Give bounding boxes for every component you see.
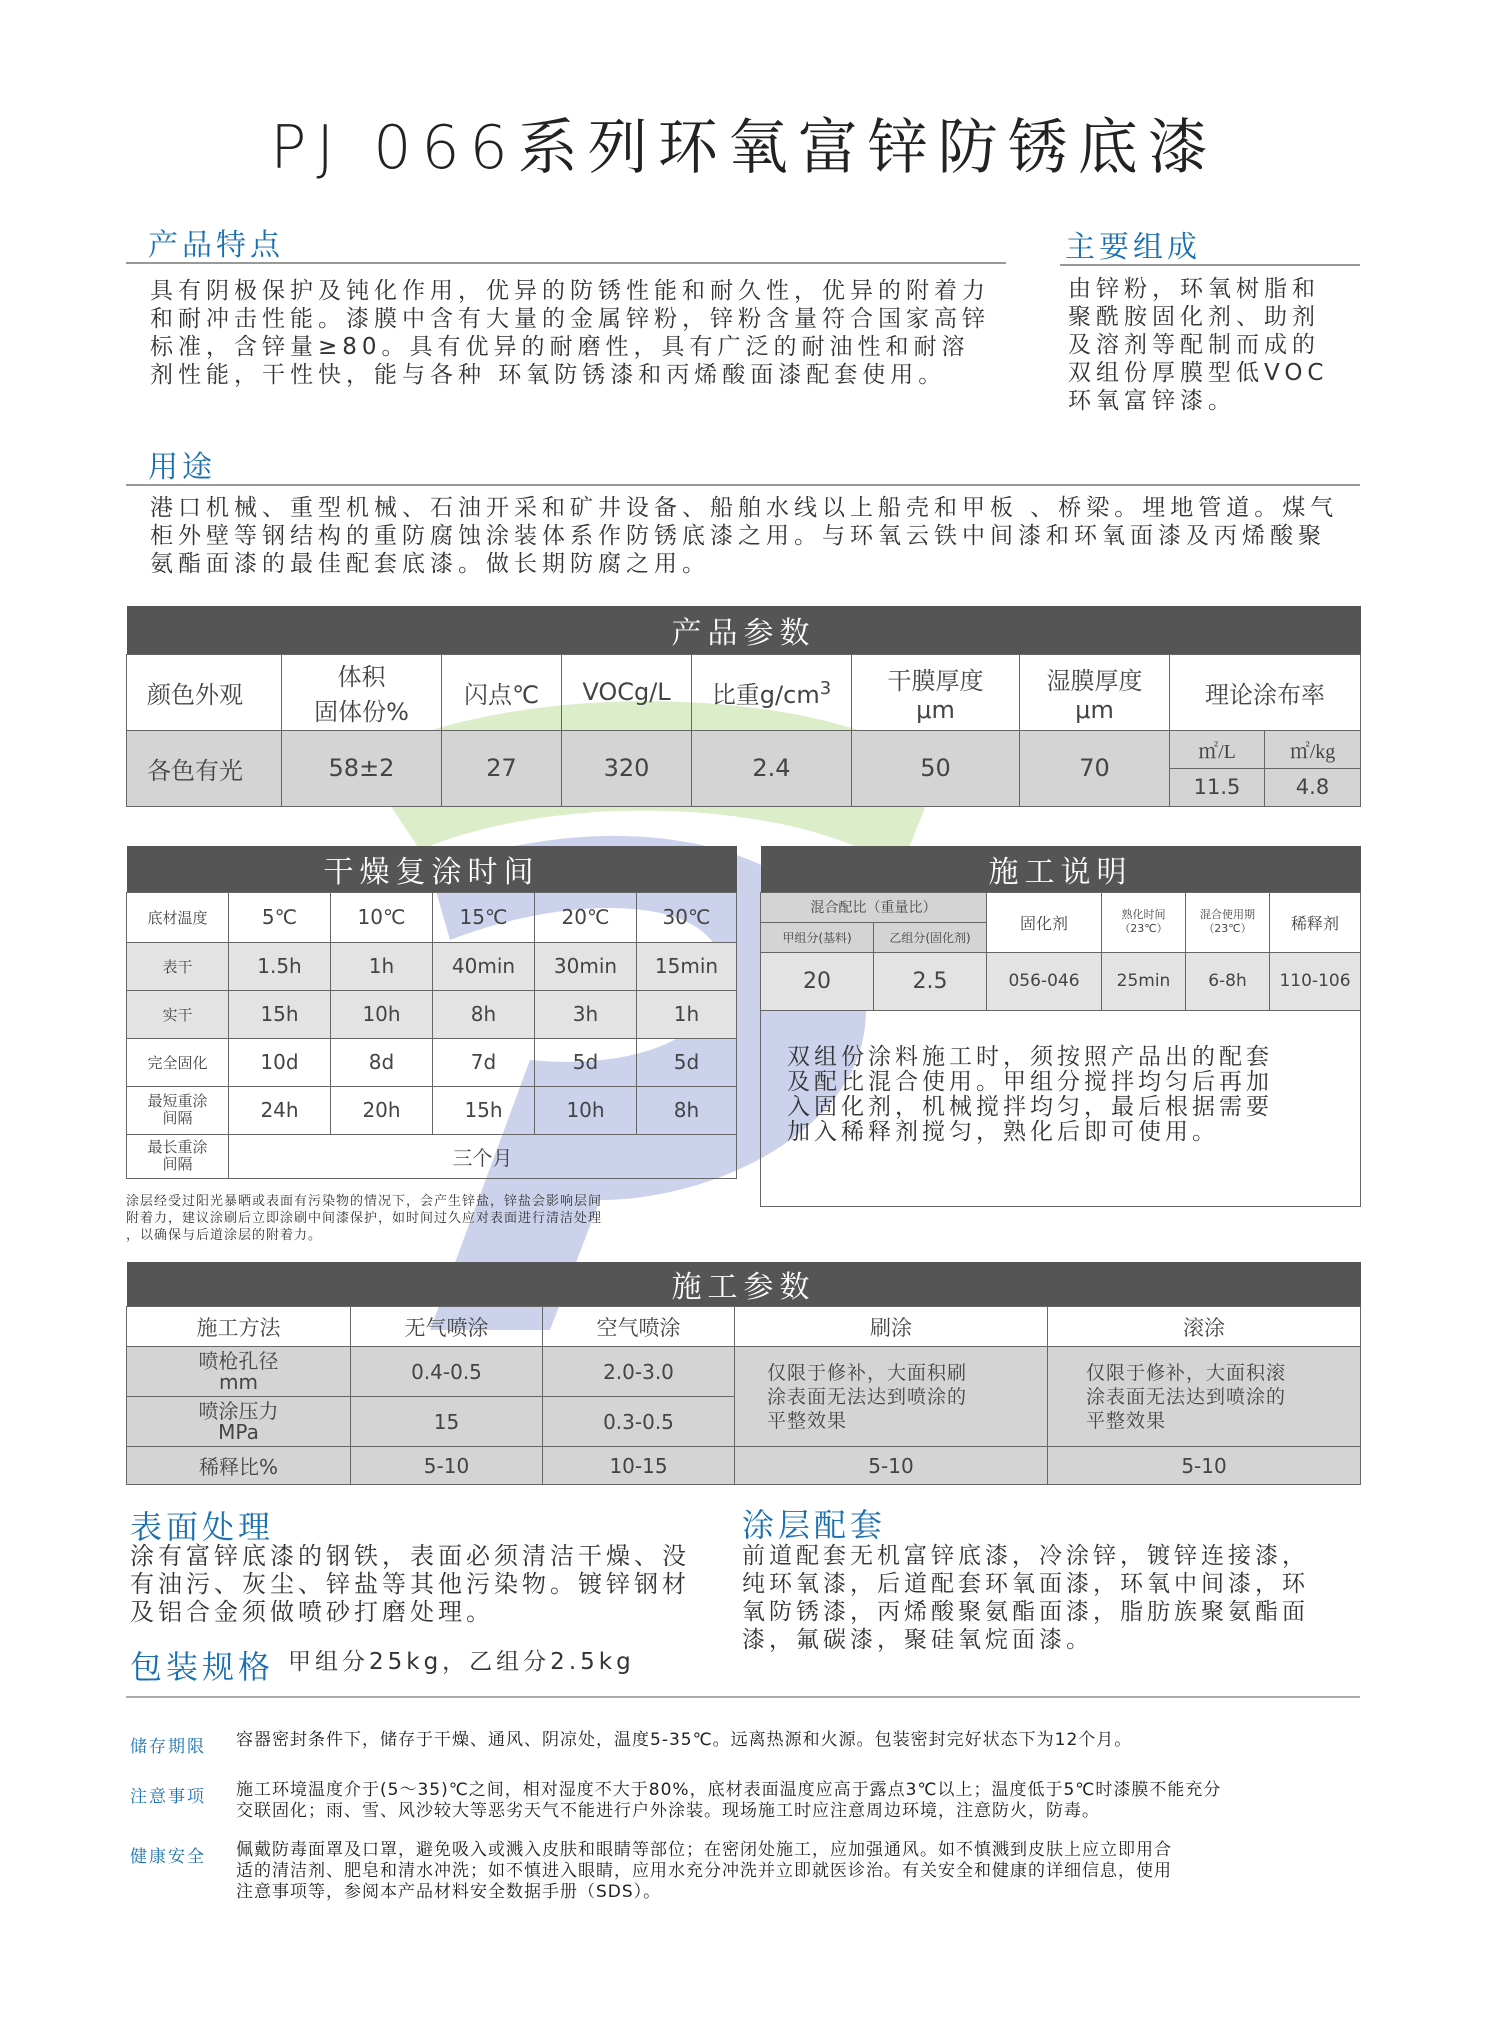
drying-note-line: ，以确保与后道涂层的附着力。 xyxy=(126,1228,323,1243)
drying-note-line: 附着力，建议涂刷后立即涂刷中间漆保护，如时间过久应对表面进行清洁处理 xyxy=(126,1211,603,1226)
drying-row-label-line2: 间隔 xyxy=(162,1109,193,1127)
features-line: 和耐冲击性能。漆膜中含有大量的金属锌粉，锌粉含量符合国家高锌 xyxy=(150,306,990,332)
drying-row xyxy=(127,942,737,990)
application-value-curing: 056-046 xyxy=(987,952,1102,1010)
header-wet xyxy=(1020,654,1170,730)
construction-r3-brush: 5-10 xyxy=(735,1447,1048,1485)
drying-temp: 10℃ xyxy=(331,892,433,942)
drying-temp: 30℃ xyxy=(637,892,737,942)
drying-cell: 3h xyxy=(535,990,637,1038)
surface-heading: 表面处理 xyxy=(130,1508,275,1546)
drying-row-label: 表干 xyxy=(127,942,229,990)
application-table xyxy=(760,846,1361,1207)
construction-r2-label-line2: MPa xyxy=(218,1419,259,1444)
value-solid: 58±2 xyxy=(282,730,442,806)
value-voc: 320 xyxy=(562,730,692,806)
product-params-table xyxy=(126,606,1361,807)
construction-r1-airless: 0.4-0.5 xyxy=(351,1347,543,1397)
application-bar: 施工说明 xyxy=(761,846,1361,892)
construction-r3-air: 10-15 xyxy=(543,1447,735,1485)
drying-cell: 10h xyxy=(535,1086,637,1134)
application-header-curing: 固化剂 xyxy=(987,892,1102,952)
drying-cell: 15h xyxy=(433,1086,535,1134)
drying-temp: 15℃ xyxy=(433,892,535,942)
features-text xyxy=(150,277,990,389)
system-text xyxy=(742,1542,1309,1654)
drying-max-value: 三个月 xyxy=(229,1134,737,1178)
drying-cell: 15h xyxy=(229,990,331,1038)
footer-storage-line: 容器密封条件下，储存于干燥、通风、阴凉处，温度5-35℃。远离热源和火源。包装密封完好状态下为12个月。 xyxy=(236,1730,1133,1750)
usage-line: 港口机械、重型机械、石油开采和矿井设备、船舶水线以上船壳和甲板 、桥梁。埋地管道。煤气 xyxy=(150,495,1339,521)
drying-row-label: 实干 xyxy=(127,990,229,1038)
system-line: 纯环氧漆，后道配套环氧面漆，环氧中间漆，环 xyxy=(742,1571,1309,1597)
application-value-b: 2.5 xyxy=(874,952,987,1010)
drying-max-label-line2: 间隔 xyxy=(162,1155,193,1173)
footer-caution-line: 交联固化；雨、雪、风沙较大等恶劣天气不能进行户外涂装。现场施工时应注意周边环境，注意防火，防毒。 xyxy=(236,1801,1100,1821)
drying-cell: 40min xyxy=(433,942,535,990)
system-line: 漆，氟碳漆，聚硅氧烷面漆。 xyxy=(742,1627,1093,1653)
construction-header-airless: 无气喷涂 xyxy=(351,1307,543,1347)
drying-cell: 20h xyxy=(331,1086,433,1134)
header-density-sup: 3 xyxy=(819,677,832,699)
rate-unit-kg: ㎡/kg xyxy=(1265,730,1361,768)
construction-brush-line: 涂表面无法达到喷涂的 xyxy=(767,1385,968,1408)
construction-r2-label-line1: 喷涂压力 xyxy=(198,1398,279,1423)
application-value-thinner: 110-106 xyxy=(1270,952,1361,1010)
composition-line: 聚酰胺固化剂、助剂 xyxy=(1068,304,1320,330)
footer-caution-label: 注意事项 xyxy=(130,1787,206,1807)
header-solid xyxy=(282,654,442,730)
application-value-ripen: 25min xyxy=(1102,952,1186,1010)
construction-bar: 施工参数 xyxy=(127,1262,1361,1307)
header-wet-line2: μm xyxy=(1075,695,1114,724)
construction-r3-airless: 5-10 xyxy=(351,1447,543,1485)
footer-safety-line: 注意事项等，参阅本产品材料安全数据手册（SDS）。 xyxy=(236,1882,662,1902)
drying-cell: 24h xyxy=(229,1086,331,1134)
drying-row xyxy=(127,1038,737,1086)
composition-text xyxy=(1068,275,1329,415)
application-desc-line: 入固化剂，机械搅拌均匀，最后根据需要 xyxy=(787,1093,1273,1120)
footer-divider xyxy=(126,1696,1360,1698)
rate-unit-l: ㎡/L xyxy=(1170,730,1265,768)
construction-roll-note xyxy=(1048,1347,1361,1447)
value-wet: 70 xyxy=(1020,730,1170,806)
drying-bar: 干燥复涂时间 xyxy=(127,846,737,892)
construction-r1-label xyxy=(127,1347,351,1397)
header-solid-line1: 体积 xyxy=(337,663,386,691)
drying-row-max xyxy=(127,1134,737,1178)
features-divider xyxy=(126,262,1006,264)
drying-cell: 1h xyxy=(637,990,737,1038)
composition-line: 由锌粉，环氧树脂和 xyxy=(1068,276,1320,302)
surface-line: 及铝合金须做喷砂打磨处理。 xyxy=(130,1598,494,1626)
application-header-b: 乙组分(固化剂) xyxy=(874,922,987,952)
application-header-pot xyxy=(1186,892,1270,952)
value-density: 2.4 xyxy=(692,730,852,806)
application-value-a: 20 xyxy=(761,952,874,1010)
drying-cell: 8d xyxy=(331,1038,433,1086)
header-density-text: 比重g/cm xyxy=(711,680,820,709)
composition-line: 及溶剂等配制而成的 xyxy=(1068,332,1320,358)
application-desc-line: 双组份涂料施工时，须按照产品出的配套 xyxy=(787,1043,1273,1070)
construction-roll-line: 涂表面无法达到喷涂的 xyxy=(1086,1385,1287,1408)
surface-line: 有油污、灰尘、锌盐等其他污染物。镀锌钢材 xyxy=(130,1570,690,1598)
drying-cell: 7d xyxy=(433,1038,535,1086)
drying-row-label-line1: 最短重涂 xyxy=(147,1092,208,1110)
composition-line: 双组份厚膜型低VOC xyxy=(1068,360,1329,386)
drying-cell: 1h xyxy=(331,942,433,990)
system-line: 氧防锈漆，丙烯酸聚氨酯面漆，脂肪族聚氨酯面 xyxy=(742,1599,1309,1625)
construction-brush-note xyxy=(735,1347,1048,1447)
construction-r1-label-line1: 喷枪孔径 xyxy=(198,1348,279,1373)
drying-row-label: 完全固化 xyxy=(127,1038,229,1086)
usage-line: 氨酯面漆的最佳配套底漆。做长期防腐之用。 xyxy=(150,551,710,577)
usage-heading: 用途 xyxy=(148,450,216,485)
footer-safety-text xyxy=(236,1840,1361,1903)
drying-temp: 5℃ xyxy=(229,892,331,942)
value-color: 各色有光 xyxy=(127,730,282,806)
application-header-ripen-line1: 熟化时间 xyxy=(1121,908,1166,921)
drying-cell: 1.5h xyxy=(229,942,331,990)
usage-text xyxy=(150,494,1338,578)
construction-r3-label: 稀释比% xyxy=(127,1447,351,1485)
features-line: 具有阴极保护及钝化作用，优异的防锈性能和耐久性，优异的附着力 xyxy=(150,278,990,304)
surface-line: 涂有富锌底漆的钢铁，表面必须清洁干燥、没 xyxy=(130,1542,690,1570)
footer-safety-line: 佩戴防毒面罩及口罩，避免吸入或溅入皮肤和眼睛等部位；在密闭处施工，应加强通风。如不慎溅到皮肤上应立即用合 xyxy=(236,1840,1172,1860)
footer-safety-label: 健康安全 xyxy=(130,1847,206,1867)
surface-text xyxy=(130,1542,690,1626)
drying-cell: 8h xyxy=(637,1086,737,1134)
header-voc: VOCg/L xyxy=(562,654,692,730)
application-desc-line: 加入稀释剂搅匀，熟化后即可使用。 xyxy=(787,1118,1219,1145)
header-rate: 理论涂布率 xyxy=(1170,654,1361,730)
application-header-thinner: 稀释剂 xyxy=(1270,892,1361,952)
header-dry xyxy=(852,654,1020,730)
drying-cell: 8h xyxy=(433,990,535,1038)
footer-storage-text xyxy=(236,1730,1361,1751)
application-header-ripen-line2: （23℃） xyxy=(1119,922,1168,935)
drying-row-label xyxy=(127,1086,229,1134)
application-header-mix: 混合配比（重量比） xyxy=(761,892,987,922)
drying-note xyxy=(126,1193,746,1244)
drying-row xyxy=(127,1086,737,1134)
drying-table xyxy=(126,846,737,1179)
drying-cell: 15min xyxy=(637,942,737,990)
value-dry: 50 xyxy=(852,730,1020,806)
construction-r2-air: 0.3-0.5 xyxy=(543,1397,735,1447)
drying-max-label-line1: 最长重涂 xyxy=(147,1138,208,1156)
application-desc-cell xyxy=(761,1010,1361,1206)
construction-r2-label xyxy=(127,1397,351,1447)
drying-temp: 20℃ xyxy=(535,892,637,942)
footer-caution-text xyxy=(236,1780,1361,1822)
composition-divider xyxy=(1060,264,1360,266)
drying-cell: 10d xyxy=(229,1038,331,1086)
drying-note-line: 涂层经受过阳光暴晒或表面有污染物的情况下，会产生锌盐，锌盐会影响层间 xyxy=(126,1194,603,1209)
construction-r1-air: 2.0-3.0 xyxy=(543,1347,735,1397)
construction-header-brush: 刷涂 xyxy=(735,1307,1048,1347)
value-flash: 27 xyxy=(442,730,562,806)
system-line: 前道配套无机富锌底漆，冷涂锌，镀锌连接漆， xyxy=(742,1543,1309,1569)
construction-roll-line: 仅限于修补，大面积滚 xyxy=(1086,1361,1287,1384)
drying-max-label xyxy=(127,1134,229,1178)
header-wet-line1: 湿膜厚度 xyxy=(1046,666,1143,695)
composition-heading: 主要组成 xyxy=(1065,230,1201,265)
construction-table xyxy=(126,1262,1361,1485)
header-dry-line2: μm xyxy=(916,695,955,724)
drying-cell: 30min xyxy=(535,942,637,990)
header-density xyxy=(692,654,852,730)
usage-divider xyxy=(126,484,1360,486)
product-params-bar: 产品参数 xyxy=(127,606,1361,654)
application-header-ripen xyxy=(1102,892,1186,952)
construction-r3-roll: 5-10 xyxy=(1048,1447,1361,1485)
header-dry-line1: 干膜厚度 xyxy=(887,666,984,695)
system-heading: 涂层配套 xyxy=(742,1506,887,1544)
construction-header-air: 空气喷涂 xyxy=(543,1307,735,1347)
drying-cell: 10h xyxy=(331,990,433,1038)
composition-line: 环氧富锌漆。 xyxy=(1068,388,1236,414)
footer-safety-line: 适的清洁剂、肥皂和清水冲洗；如不慎进入眼睛，应用水充分冲洗并立即就医诊治。有关安全和健康的详细信息，使用 xyxy=(236,1861,1172,1881)
application-desc-line: 及配比混合使用。甲组分搅拌均匀后再加 xyxy=(787,1068,1273,1095)
features-line: 剂性能，干性快，能与各种 环氧防锈漆和丙烯酸面漆配套使用。 xyxy=(150,362,947,388)
construction-brush-line: 平整效果 xyxy=(767,1409,848,1432)
packing-text: 甲组分25kg，乙组分2.5kg xyxy=(288,1649,635,1675)
drying-cell: 5d xyxy=(637,1038,737,1086)
construction-brush-line: 仅限于修补，大面积刷 xyxy=(767,1361,968,1384)
page-title: PJ 066系列环氧富锌防锈底漆 xyxy=(270,113,1218,183)
drying-row xyxy=(127,990,737,1038)
application-header-a: 甲组分(基料) xyxy=(761,922,874,952)
construction-header-method: 施工方法 xyxy=(127,1307,351,1347)
construction-r2-airless: 15 xyxy=(351,1397,543,1447)
drying-cell: 5d xyxy=(535,1038,637,1086)
application-desc xyxy=(787,1045,1360,1145)
features-heading: 产品特点 xyxy=(148,228,284,263)
construction-roll-line: 平整效果 xyxy=(1086,1409,1167,1432)
footer-caution-line: 施工环境温度介于(5～35)℃之间，相对湿度不大于80%，底材表面温度应高于露点3℃以上；温度低于5℃时漆膜不能充分 xyxy=(236,1780,1222,1800)
construction-r1-label-line2: mm xyxy=(219,1369,258,1394)
application-header-pot-line1: 混合使用期 xyxy=(1200,908,1255,921)
rate-value-l: 11.5 xyxy=(1170,768,1265,806)
header-solid-line2: 固体份% xyxy=(314,698,409,726)
construction-header-roll: 滚涂 xyxy=(1048,1307,1361,1347)
application-header-pot-line2: （23℃） xyxy=(1203,922,1252,935)
drying-header-temp: 底材温度 xyxy=(127,892,229,942)
features-line: 标准，含锌量≥80。具有优异的耐磨性，具有广泛的耐油性和耐溶 xyxy=(150,334,970,360)
header-flash: 闪点℃ xyxy=(442,654,562,730)
footer-storage-label: 储存期限 xyxy=(130,1737,206,1757)
packing-heading: 包装规格 xyxy=(130,1648,275,1686)
usage-line: 柜外壁等钢结构的重防腐蚀涂装体系作防锈底漆之用。与环氧云铁中间漆和环氧面漆及丙烯酸聚 xyxy=(150,523,1326,549)
header-color: 颜色外观 xyxy=(127,654,282,730)
application-value-pot: 6-8h xyxy=(1186,952,1270,1010)
rate-value-kg: 4.8 xyxy=(1265,768,1361,806)
